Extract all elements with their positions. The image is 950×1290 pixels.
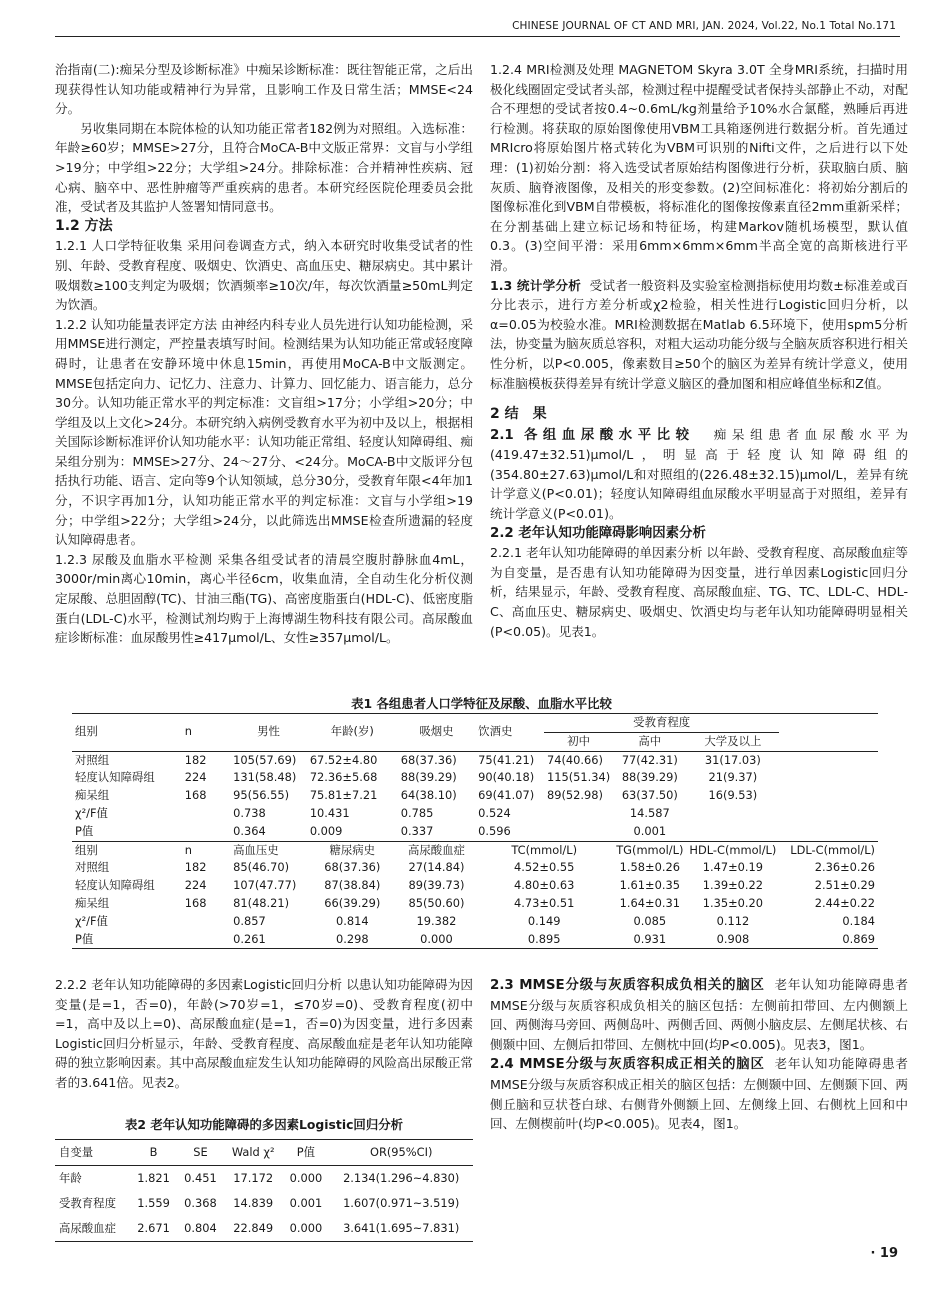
- paragraph-text: 受试者一般资料及实验室检测指标使用均数±标准差或百分比表示，进行方差分析或χ2检验，相关性进行Logistic回归分析，以α=0.05为校验水准。MRI检测数据在Matlab 6.5环境下，使用spm5分析法，协变量为脑灰质总容积，对粗大运动功能分级与全脑灰质容积进行相关性分析，以P<0.005，像素数目≥50个的脑区为差异有统计学意义，使用标准脑模板获得差异有统计学意义脑区的叠加图和相应峰值坐标和Z值。: [490, 277, 908, 391]
- table-header-cell: TC(mmol/L): [475, 841, 613, 859]
- table-cell: 89(39.73): [408, 878, 465, 893]
- table-cell: 1.61±0.35: [619, 878, 680, 893]
- table-cell: 2.36±0.26: [814, 860, 875, 875]
- table-cell: 85(50.60): [408, 895, 465, 910]
- table-cell: χ²/F值: [75, 805, 108, 820]
- table-cell: 87(38.84): [324, 878, 381, 893]
- table1: [72, 713, 878, 949]
- table-cell: 0.337: [400, 823, 434, 838]
- table-cell: 16(9.53): [708, 788, 758, 803]
- table-header-cell: 自变量: [55, 1140, 130, 1166]
- table-cell: 2.44±0.22: [814, 895, 875, 910]
- table-header-cell: 吸烟史: [398, 714, 475, 752]
- table-header-cell: 初中: [567, 733, 590, 748]
- table-cell: 224: [184, 878, 207, 893]
- table-cell: 0.895: [475, 931, 613, 949]
- table-cell: 4.73±0.51: [514, 895, 575, 910]
- table-cell: 0.085: [633, 913, 667, 928]
- table-header-cell: 饮酒史: [475, 714, 544, 752]
- paragraph: 另收集同期在本院体检的认知功能正常者182例为对照组。入选标准：年龄≥60岁；MMSE>27分，且符合MoCA-B中文版正常界：文盲与小学组>19分；中学组>22分；大学组>24分。排除标准：合并精神性疾病、冠心病、脑卒中、恶性肿瘤等严重疾病的患者。本研究经医院伦理委员会批准，受试者及其监护人签署知情同意书。: [55, 120, 473, 215]
- table-cell: 轻度认知障碍组: [75, 878, 155, 893]
- subsection-heading: 1.3 统计学分析: [490, 277, 582, 293]
- table-cell: 0.931: [613, 931, 686, 949]
- table-cell: 89(52.98): [546, 788, 603, 803]
- table-cell: 1.64±0.31: [619, 895, 680, 910]
- left-column-top: [55, 60, 473, 648]
- paragraph: 2.2.2 老年认知功能障碍的多因素Logistic回归分析 以患认知功能障碍为因变量(是=1，否=0)，年龄(>70岁=1，≤70岁=0)、受教育程度(初中=1，高中及以上=0)、高尿酸血症(是=1，否=0)为因变量，进行多因素Logistic回归分析显示，年龄、受教育程度、高尿酸血症是老年认知功能障碍的独立影响因素。其中高尿酸血症发生认知功能障碍的风险高出尿酸正常者的3.641倍。见表2。: [55, 977, 473, 1090]
- table-header-cell: SE: [177, 1140, 224, 1166]
- table-cell: 0.368: [184, 1195, 217, 1210]
- table-header-cell: 组别: [72, 714, 182, 752]
- table-cell: 高尿酸血症: [55, 1216, 130, 1242]
- paragraph-text: 老年认知功能障碍患者MMSE分级与灰质容积成负相关的脑区包括：左侧前扣带回、左内侧额上回、两侧海马旁回、两侧岛叶、两侧舌回、两侧小脑皮层、左侧尾状核、右侧颞中回、左侧后扣带回、左侧枕中回(均P<0.005)。见表3，图1。: [490, 977, 909, 1052]
- table-cell: 64(38.10): [400, 788, 457, 803]
- table-cell: 74(40.66): [544, 751, 613, 769]
- paragraph: 1.2.4 MRI检测及处理 MAGNETOM Skyra 3.0T 全身MRI系统，扫描时用极化线圈固定受试者头部，检测过程中提醒受试者保持头部静止不动，对配合不理想的受试者按0.4~0.6mL/kg剂量给予10%水合氯醛，熟睡后再进行检测。将获取的原始图像使用VBM工具箱逐例进行数据分析。首先通过MRIcro将原始图片格式转化为VBM可识别的Nifti文件，之后进行以下处理：(1)初始分割：将入选受试者原始结构图像进行分析，获取脑白质、脑灰质、脑脊液图像，及相关的形变参数。(2)空间标准化：将初始分割后的图像标准化到VBM自带模板，将标准化的图像按像素直径2mm重新采样；在分割基础上建立标记场和特征场，构建Markov随机场模型，默认值0.3。(3)空间平滑：采用6mm×6mm×6mm半高全宽的高斯核进行平滑。: [490, 62, 908, 273]
- table-header-cell: TG(mmol/L): [613, 841, 686, 859]
- table2: [55, 1139, 473, 1242]
- table-cell: 0.298: [307, 931, 398, 949]
- subsection-heading: 2.1 各组血尿酸水平比较: [490, 427, 695, 443]
- table-cell: 0.869: [779, 931, 878, 949]
- paragraph-text: 痴呆组患者血尿酸水平为(419.47±32.51)μmol/L，明显高于轻度认知障碍组的(354.80±27.63)μmol/L和对照组的(226.48±32.15)μmol/L，差异有统计学意义(P<0.01)；轻度认知障碍组血尿酸水平明显高于对照组，差异有统计学意义(P<0.01)。: [490, 426, 908, 522]
- table-header-cell: LDL-C(mmol/L): [779, 841, 878, 859]
- table-cell: 0.364: [233, 823, 266, 838]
- paragraph: [490, 276, 908, 394]
- table-cell: 0.000: [289, 1170, 323, 1185]
- table-cell: 69(41.07): [478, 788, 535, 803]
- table-cell: 31(17.03): [686, 751, 779, 769]
- paragraph-text: 老年认知功能障碍患者MMSE分级与灰质容积成正相关的脑区包括：左侧颞中回、左侧颞下回、两侧丘脑和豆状苍白球、右侧背外侧额上回、左侧缘上回、右侧枕上回和中回、左侧楔前叶(均P<0.005)。见表4，图1。: [490, 1056, 909, 1132]
- table-cell: 0.804: [177, 1216, 224, 1242]
- table-cell: 4.52±0.55: [514, 860, 575, 875]
- table-header-cell: OR(95%CI): [329, 1140, 473, 1166]
- paragraph: [490, 975, 908, 1054]
- table1-caption: 表1 各组患者人口学特征及尿酸、血脂水平比较: [351, 696, 612, 711]
- table-cell: 90(40.18): [478, 770, 535, 785]
- table-cell: 131(58.48): [233, 770, 297, 785]
- table-cell: 0.000: [282, 1216, 329, 1242]
- table-cell: 轻度认知障碍组: [75, 770, 155, 785]
- table-cell: χ²/F值: [75, 913, 108, 928]
- paragraph: 1.2.2 认知功能量表评定方法 由神经内科专业人员先进行认知功能检测，采用MMSE进行测定，严控量表填写时间。检测结果为认知功能正常或轻度障碍时，让患者在安静环境中休息15min，再使用MoCA-B中文版测定。MMSE包括定向力、记忆力、注意力、计算力、回忆能力、语言能力，总分30分。认知功能正常水平的判定标准：文盲组>17分；小学组>20分；中学组及以上文化>24分。本研究纳入病例受教育水平为初中及以上，根据相关国际诊断标准评价认知功能水平：认知功能正常组、轻度认知障碍组、痴呆组分别为：MMSE>27分、24～27分、<24分。MoCA-B中文版评分包括执行功能、语言、定向等9个认知领域，总分30分，受教育年限<4年加1分，不识字再加1分，认知功能正常水平的判定标准：文盲与小学组>19分；中学组>22分；大学组>24分，以此筛选出MMSE检查所遗漏的轻度认知障碍患者。: [55, 316, 473, 548]
- table-cell: 10.431: [309, 805, 350, 820]
- table-cell: 107(47.77): [233, 878, 297, 893]
- table-header-cell: P值: [282, 1140, 329, 1166]
- table-cell: 63(37.50): [621, 788, 678, 803]
- journal-header: CHINESE JOURNAL OF CT AND MRI, JAN. 2024, Vol.22, No.1 Total No.171: [512, 20, 896, 32]
- table-cell: 75(41.21): [475, 751, 544, 769]
- table-cell: 168: [184, 788, 207, 803]
- table-cell: 0.908: [686, 931, 779, 949]
- paragraph: 1.2.1 人口学特征收集 采用问卷调查方式，纳入本研究时收集受试者的性别、年龄、受教育程度、吸烟史、饮酒史、高血压史、糖尿病史。其中累计吸烟数≥100支判定为吸烟；饮酒频率≥10次/年，每次饮酒量≥50mL判定为饮酒。: [55, 238, 473, 313]
- table-cell: 0.000: [398, 931, 475, 949]
- section-heading: 1.2 方法: [55, 217, 113, 234]
- table-cell: 66(39.29): [324, 895, 381, 910]
- table-cell: 1.35±0.20: [702, 895, 764, 910]
- table-cell: 182: [182, 751, 230, 769]
- page-number: · 19: [870, 1246, 898, 1261]
- table-cell: 2.671: [130, 1216, 177, 1242]
- table-header-cell: 年龄(岁): [307, 714, 398, 752]
- table-header-cell: 大学及以上: [704, 733, 762, 748]
- table-cell: 0.814: [335, 913, 369, 928]
- left-column-bottom: [55, 975, 473, 1242]
- table-header-cell: HDL-C(mmol/L): [686, 841, 779, 859]
- table-header-cell: Wald χ²: [224, 1140, 283, 1166]
- table-cell: 年龄: [59, 1170, 82, 1185]
- table-cell: 68(37.36): [324, 860, 381, 875]
- table-cell: 105(57.69): [230, 751, 307, 769]
- table-cell: 1.58±0.26: [619, 860, 680, 875]
- table-header-cell: 受教育程度: [544, 714, 779, 733]
- paragraph: [490, 1054, 908, 1133]
- table-header-cell: 糖尿病史: [307, 841, 398, 859]
- table-cell: 1.821: [137, 1170, 170, 1185]
- table-header-cell: 组别: [72, 841, 182, 859]
- table-cell: 0.112: [716, 913, 750, 928]
- table-cell: 85(46.70): [233, 860, 290, 875]
- table-cell: 痴呆组: [75, 895, 110, 910]
- table-cell: 22.849: [224, 1216, 283, 1242]
- table-cell: 1.559: [137, 1195, 170, 1210]
- table-cell: 痴呆组: [75, 788, 110, 803]
- paragraph: 1.2.3 尿酸及血脂水平检测 采集各组受试者的清晨空腹肘静脉血4mL，3000r/min离心10min，离心半径6cm，收集血清，全自动生化分析仪测定尿酸、总胆固醇(TC)、甘油三酯(TG)、高密度脂蛋白(HDL-C)、低密度脂蛋白(LDL-C)水平，检测试剂均购于上海博湖生物科技有限公司。高尿酸血症诊断标准：血尿酸男性≥417μmol/L、女性≥357μmol/L。: [55, 551, 473, 646]
- table-cell: 17.172: [233, 1170, 274, 1185]
- table-cell: 72.36±5.68: [309, 770, 378, 785]
- table-cell: 67.52±4.80: [307, 751, 398, 769]
- table-header-cell: n: [182, 841, 230, 859]
- table-cell: 75.81±7.21: [309, 788, 378, 803]
- table-cell: 1.47±0.19: [702, 860, 764, 875]
- table-cell: 77(42.31): [613, 751, 686, 769]
- table-cell: 0.184: [842, 913, 875, 928]
- table-cell: 0.001: [289, 1195, 323, 1210]
- table-header-cell: 男性: [230, 714, 307, 752]
- table-cell: 0.738: [233, 805, 266, 820]
- subsection-heading: 2.2 老年认知功能障碍影响因素分析: [490, 525, 706, 541]
- table-cell: 68(37.36): [398, 751, 475, 769]
- paragraph: 2.2.1 老年认知功能障碍的单因素分析 以年龄、受教育程度、高尿酸血症等为自变量，是否患有认知功能障碍为因变量，进行单因素Logistic回归分析，结果显示，年龄、受教育程度、高尿酸血症、TG、TC、LDL-C、HDL-C、高血压史、糖尿病史、吸烟史、饮酒史均与老年认知功能障碍明显相关(P<0.05)。见表1。: [490, 545, 908, 639]
- table-cell: 0.001: [633, 823, 667, 838]
- table-cell: 1.607(0.971~3.519): [343, 1195, 460, 1210]
- table-cell: 3.641(1.695~7.831): [329, 1216, 473, 1242]
- subsection-heading: 2.4 MMSE分级与灰质容积成正相关的脑区: [490, 1057, 765, 1073]
- table-header-cell: 高尿酸血症: [398, 841, 475, 859]
- header-rule: [55, 36, 900, 37]
- table-cell: 21(9.37): [708, 770, 758, 785]
- table-cell: 168: [184, 895, 207, 910]
- table-cell: 88(39.29): [400, 770, 457, 785]
- table-cell: 0.451: [184, 1170, 217, 1185]
- paragraph: 治指南(二):痴呆分型及诊断标准》中痴呆诊断标准：既往智能正常，之后出现获得性认知功能或精神行为异常，且影响工作及日常生活；MMSE<24分。: [55, 62, 473, 117]
- table-cell: 0.261: [230, 931, 307, 949]
- table-cell: 19.382: [416, 913, 457, 928]
- table-cell: 0.524: [478, 805, 511, 820]
- table-cell: 115(51.34): [546, 770, 611, 785]
- subsection-heading: 2.3 MMSE分级与灰质容积成负相关的脑区: [490, 978, 765, 993]
- table-cell: 14.839: [233, 1195, 274, 1210]
- table-header-cell: 高血压史: [230, 841, 307, 859]
- right-column-top: [490, 60, 908, 641]
- table-header-cell: n: [182, 714, 230, 752]
- table-cell: 0.009: [309, 823, 343, 838]
- table-cell: 27(14.84): [408, 860, 465, 875]
- table-header-cell: 高中: [638, 733, 662, 748]
- table-cell: 受教育程度: [59, 1195, 116, 1210]
- table-cell: 2.134(1.296~4.830): [343, 1170, 460, 1185]
- table-cell: 1.39±0.22: [702, 878, 764, 893]
- table-cell: 81(48.21): [233, 895, 290, 910]
- table-cell: 2.51±0.29: [814, 878, 875, 893]
- section-heading: 2 结 果: [490, 406, 547, 423]
- table-cell: 4.80±0.63: [514, 878, 575, 893]
- table-cell: 0.149: [527, 913, 561, 928]
- table-cell: P值: [72, 931, 182, 949]
- table-header-cell: B: [130, 1140, 177, 1166]
- table-cell: 182: [184, 860, 207, 875]
- table-cell: 14.587: [629, 805, 670, 820]
- table-cell: P值: [75, 823, 94, 838]
- table-cell: 对照组: [75, 860, 110, 875]
- table-cell: 224: [184, 770, 207, 785]
- table-cell: 0.596: [478, 823, 511, 838]
- table2-caption: 表2 老年认知功能障碍的多因素Logistic回归分析: [125, 1116, 403, 1132]
- table-cell: 95(56.55): [233, 788, 290, 803]
- paragraph: [490, 425, 908, 524]
- right-column-bottom: [490, 975, 908, 1134]
- table-cell: 对照组: [72, 751, 182, 769]
- table-cell: 0.857: [233, 913, 266, 928]
- table-cell: 0.785: [400, 805, 434, 820]
- table-cell: 88(39.29): [621, 770, 678, 785]
